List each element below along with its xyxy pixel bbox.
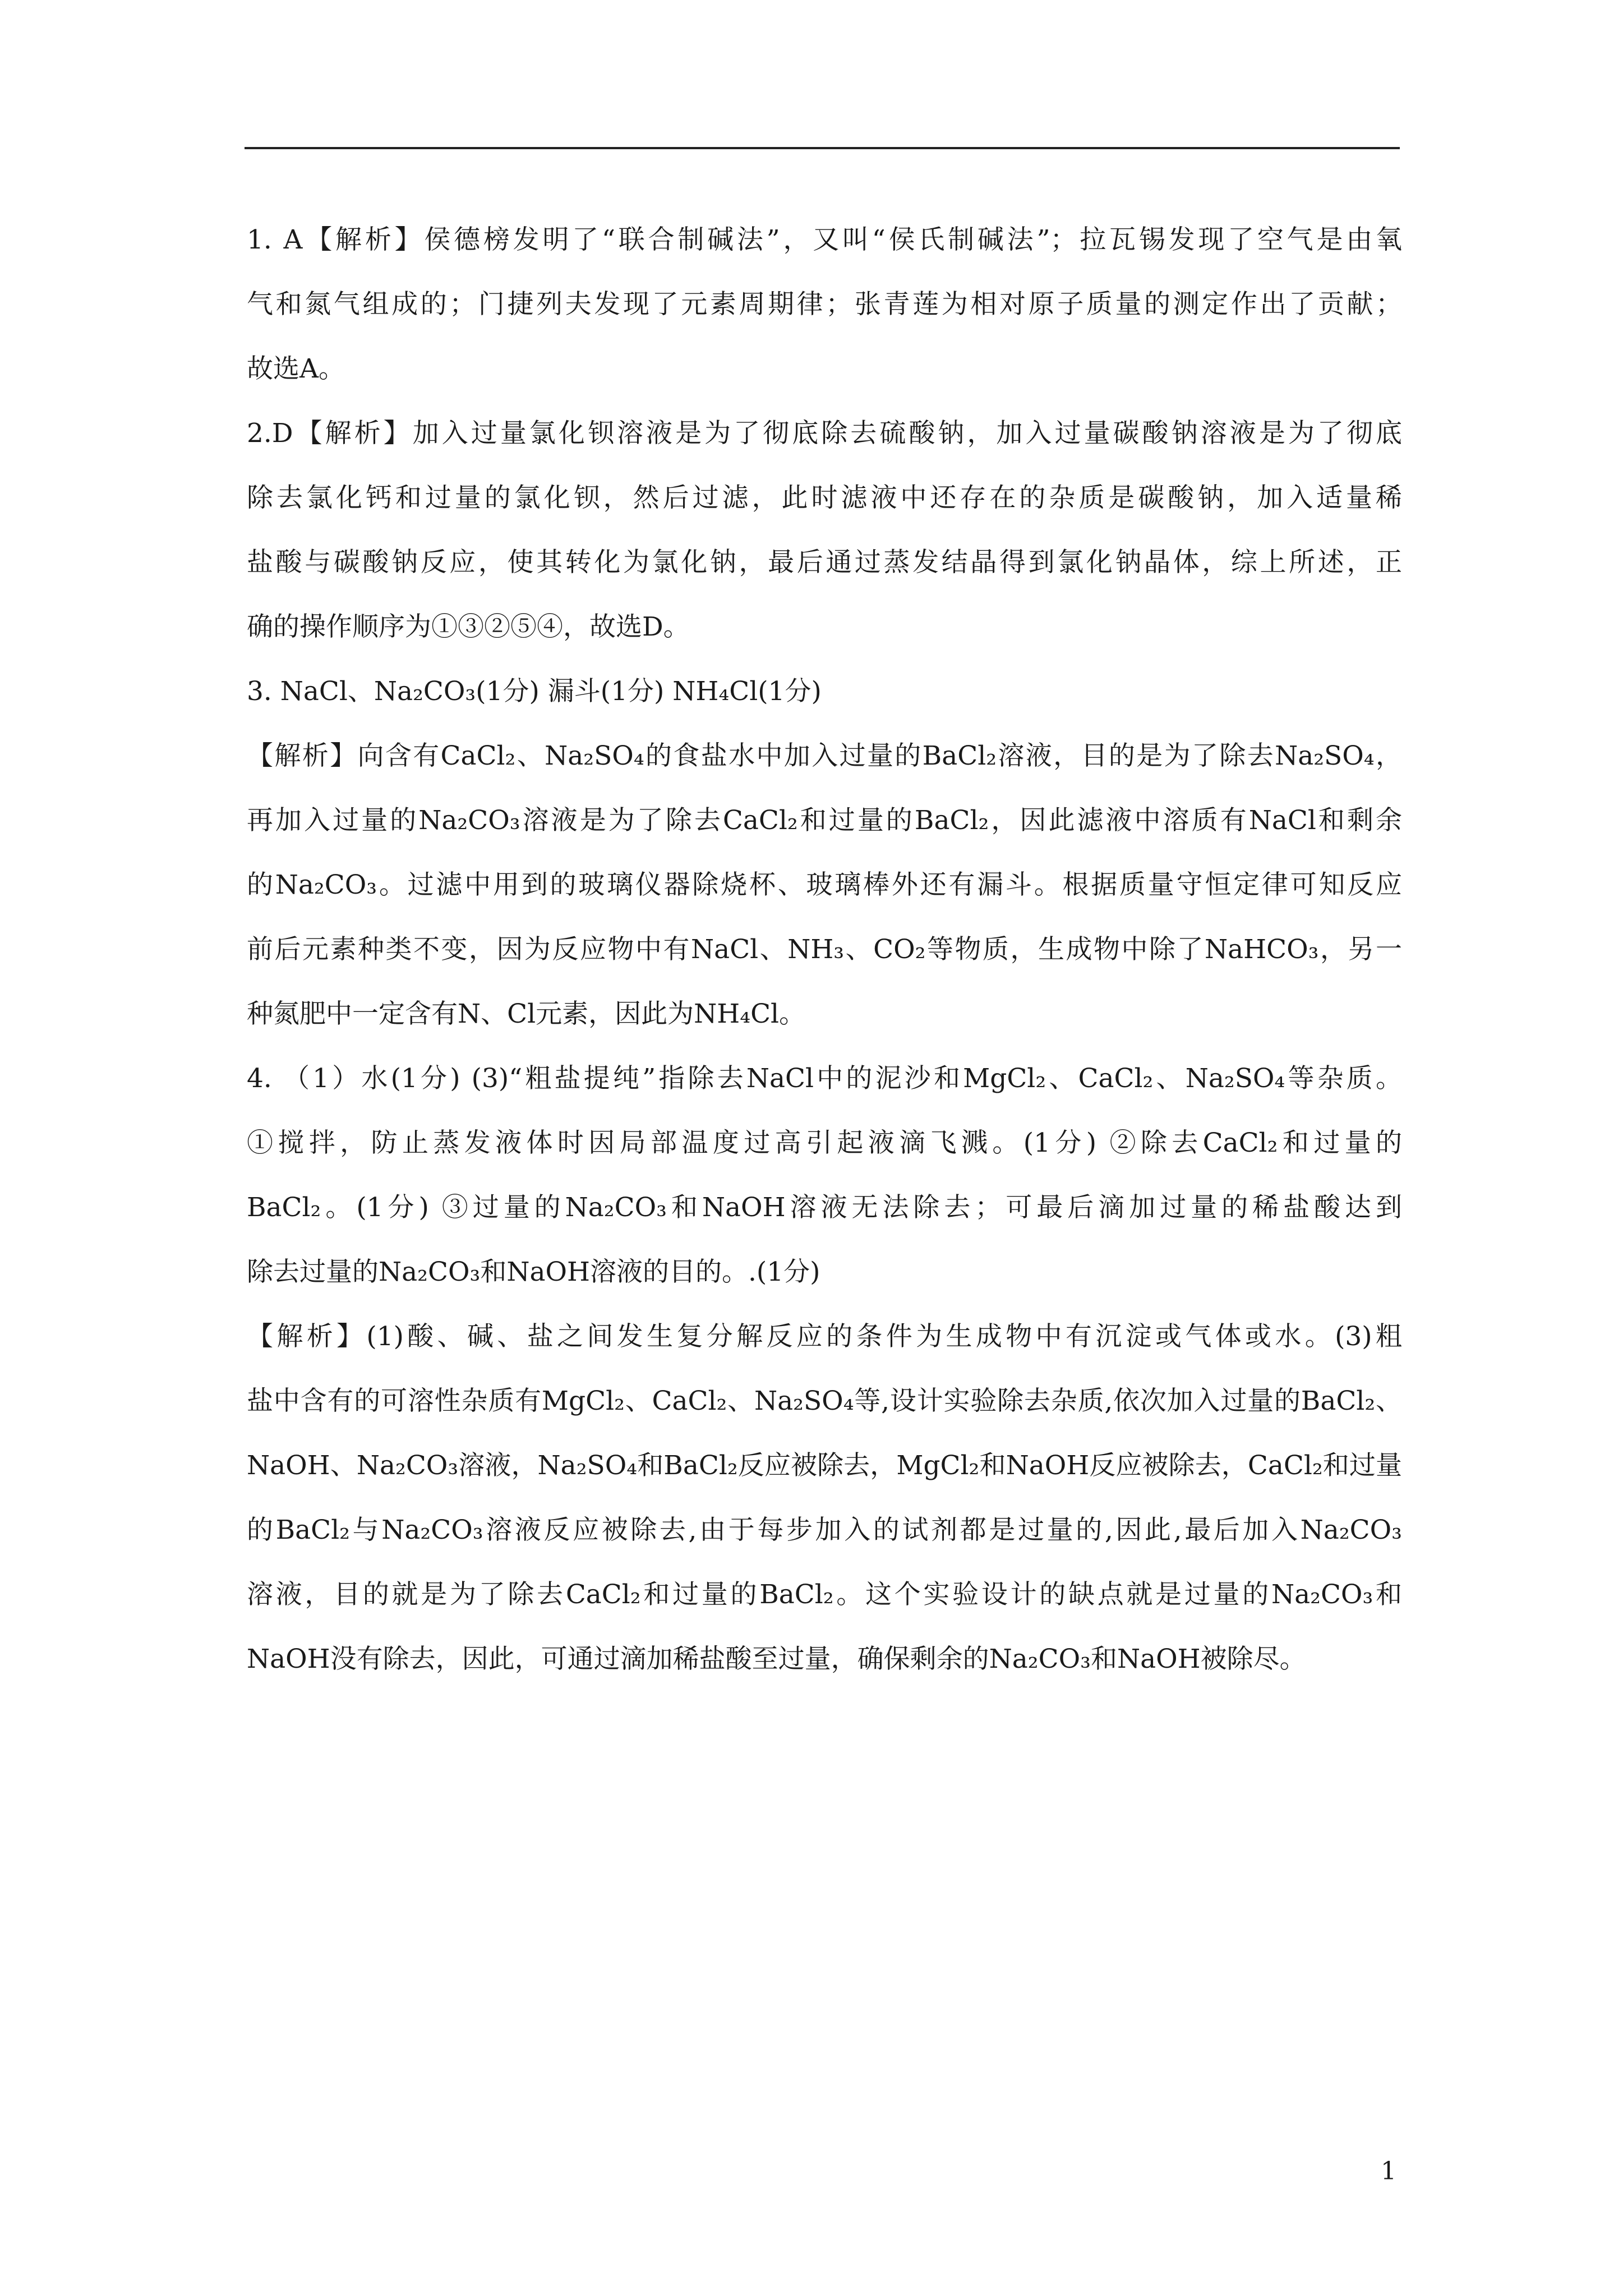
text-line: 种氮肥中一定含有N、Cl元素，因此为NH₄Cl。 (247, 999, 806, 1029)
text-line: 除去氯化钙和过量的氯化钡，然后过滤，此时滤液中还存在的杂质是碳酸钠，加入适量稀 (247, 482, 1402, 513)
text-line: 的Na₂CO₃。过滤中用到的玻璃仪器除烧杯、玻璃棒外还有漏斗。根据质量守恒定律可知反应 (247, 869, 1402, 900)
text-line: NaOH、Na₂CO₃溶液，Na₂SO₄和BaCl₂反应被除去，MgCl₂和NaOH反应被除去，CaCl₂和过量 (247, 1450, 1402, 1481)
text-line: ①搅拌，防止蒸发液体时因局部温度过高引起液滴飞溅。(1分) ②除去CaCl₂和过量的 (247, 1128, 1402, 1158)
text-line: 的BaCl₂与Na₂CO₃溶液反应被除去,由于每步加入的试剂都是过量的,因此,最后加入Na₂CO₃ (247, 1515, 1402, 1545)
text-line: BaCl₂。(1分) ③过量的Na₂CO₃和NaOH溶液无法除去；可最后滴加过量的稀盐酸达到 (247, 1192, 1402, 1223)
text-line: 【解析】向含有CaCl₂、Na₂SO₄的食盐水中加入过量的BaCl₂溶液，目的是为了除去Na₂SO₄， (247, 740, 1402, 771)
page-number: 1 (1381, 2157, 1396, 2185)
text-line: NaOH没有除去，因此，可通过滴加稀盐酸至过量，确保剩余的Na₂CO₃和NaOH被除尽。 (247, 1644, 1306, 1674)
text-line: 盐中含有的可溶性杂质有MgCl₂、CaCl₂、Na₂SO₄等,设计实验除去杂质,依次加入过量的BaCl₂、 (247, 1386, 1402, 1416)
text-line: 除去过量的Na₂CO₃和NaOH溶液的目的。.(1分) (247, 1257, 820, 1287)
text-line: 3. NaCl、Na₂CO₃(1分) 漏斗(1分) NH₄Cl(1分) (247, 676, 822, 707)
answer-text-block (247, 208, 1402, 1691)
text-line: 【解析】(1)酸、碱、盐之间发生复分解反应的条件为生成物中有沉淀或气体或水。(3)粗 (247, 1321, 1402, 1352)
text-line: 2.D【解析】加入过量氯化钡溶液是为了彻底除去硫酸钠，加入过量碳酸钠溶液是为了彻底 (247, 418, 1402, 449)
text-line: 溶液，目的就是为了除去CaCl₂和过量的BaCl₂。这个实验设计的缺点就是过量的Na₂CO₃和 (247, 1579, 1402, 1610)
text-line: 1. A【解析】侯德榜发明了“联合制碱法”，又叫“侯氏制碱法”；拉瓦锡发现了空气是由氧 (247, 224, 1402, 255)
text-line: 4. （1）水(1分) (3)“粗盐提纯”指除去NaCl中的泥沙和MgCl₂、CaCl₂、Na₂SO₄等杂质。 (247, 1063, 1402, 1094)
text-line: 故选A。 (247, 353, 345, 384)
header-rule (245, 147, 1400, 149)
text-line: 气和氮气组成的；门捷列夫发现了元素周期律；张青莲为相对原子质量的测定作出了贡献； (247, 289, 1402, 320)
text-line: 前后元素种类不变，因为反应物中有NaCl、NH₃、CO₂等物质，生成物中除了NaHCO₃，另一 (247, 934, 1402, 965)
text-line: 确的操作顺序为①③②⑤④，故选D。 (247, 611, 690, 642)
text-line: 再加入过量的Na₂CO₃溶液是为了除去CaCl₂和过量的BaCl₂，因此滤液中溶质有NaCl和剩余 (247, 805, 1402, 836)
text-line: 盐酸与碳酸钠反应，使其转化为氯化钠，最后通过蒸发结晶得到氯化钠晶体，综上所述，正 (247, 547, 1402, 578)
